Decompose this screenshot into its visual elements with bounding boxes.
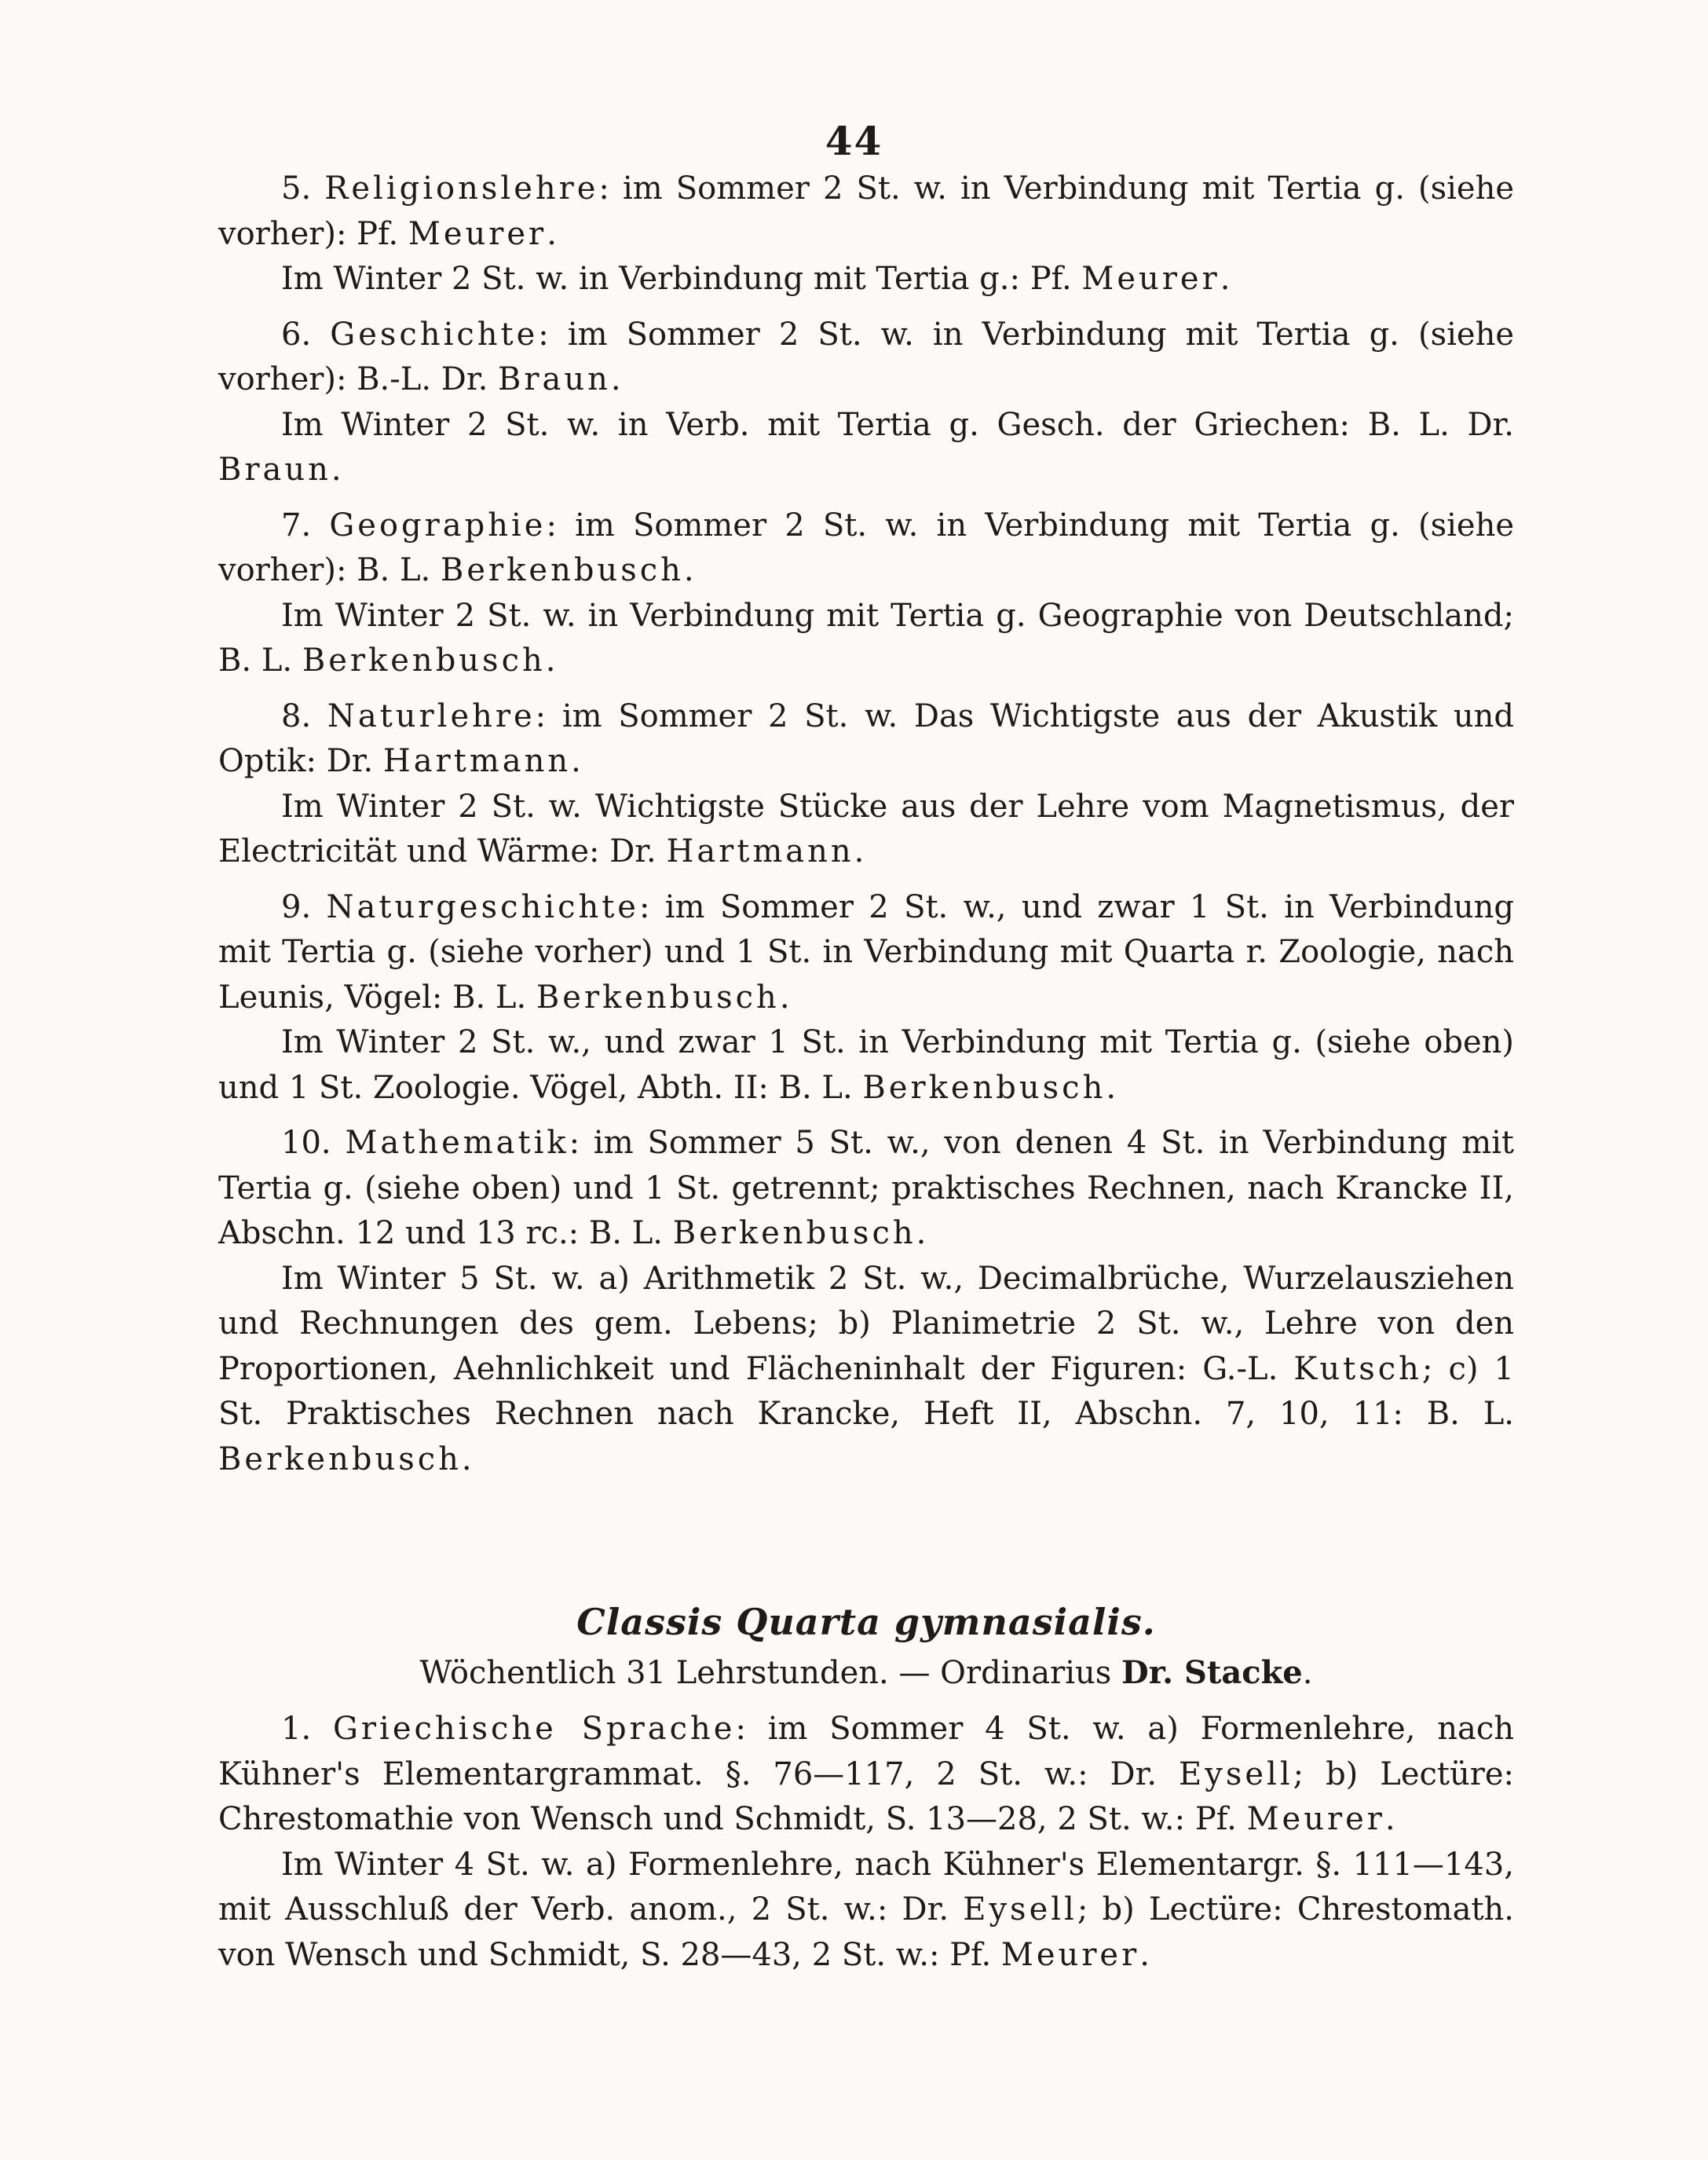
winter-text-cont: ; c) 1 St. Praktisches Rechnen nach Krancke, Heft II, Abschn. 7, 10, 11: B. L.	[218, 1350, 1514, 1432]
winter-text-cont: ; b) Lectüre: Chrestomath. von Wensch und Schmidt, S. 28—43, 2 St. w.: Pf.	[218, 1891, 1515, 1973]
winter-text: Im Winter 2 St. w., und zwar 1 St. in Verbindung mit Tertia g. (siehe oben) und 1 St. Zoologie. Vögel, Abth. II: B. L.	[218, 1024, 1514, 1106]
punct: .	[854, 833, 865, 869]
entry-geschichte	[218, 313, 1514, 493]
summer-text: : im Sommer 2 St. w. in Verbindung mit Tertia g. (siehe vorher): Pf.	[218, 170, 1515, 252]
teacher-name: Berkenbusch	[536, 979, 780, 1016]
winter-text: Im Winter 2 St. w. in Verb. mit Tertia g. Gesch. der Griechen: B. L. Dr.	[281, 406, 1514, 443]
winter-text: Im Winter 2 St. w. in Verbindung mit Tertia g. Geographie von Deutschland; B. L.	[218, 597, 1514, 679]
teacher-name: Hartmann	[382, 743, 572, 779]
entry-number: 1.	[281, 1711, 312, 1747]
entry-summer	[218, 1707, 1514, 1843]
subtitle-text: Wöchentlich 31 Lehrstunden. — Ordinarius	[419, 1654, 1122, 1691]
entry-religionslehre	[218, 167, 1514, 302]
teacher-name: Hartmann	[666, 833, 854, 869]
entry-summer	[218, 503, 1514, 594]
subject-title: Griechische Sprache	[332, 1711, 736, 1747]
punct: .	[779, 979, 790, 1016]
winter-text: Im Winter 2 St. w. Wichtigste Stücke aus der Lehre vom Magnetismus, der Electricität und Wärme: Dr.	[218, 788, 1514, 869]
entry-naturlehre	[218, 694, 1514, 875]
summer-text: : im Sommer 4 St. w. a) Formenlehre, nach Kühner's Elementargrammat. §. 76—117, 2 St. w.: Dr.	[218, 1711, 1515, 1792]
entry-naturgeschichte	[218, 885, 1514, 1111]
entry-number: 10.	[281, 1125, 331, 1161]
punct: .	[547, 215, 557, 252]
entry-summer	[218, 885, 1514, 1021]
page-content	[218, 167, 1514, 1988]
summer-text: : im Sommer 5 St. w., von denen 4 St. in Verbindung mit Tertia g. (siehe oben) und 1 St. getrennt; praktisches Rechnen, nach Krancke II, Abschn. 12 und 13 rc.: B. L.	[218, 1125, 1514, 1251]
entry-number: 9.	[281, 888, 312, 925]
entry-griechische-sprache	[218, 1707, 1514, 1978]
section-title: Classis Quarta gymnasialis.	[576, 1601, 1156, 1643]
entry-summer	[218, 313, 1514, 403]
subject-title: Geographie	[329, 507, 547, 544]
entry-mathematik	[218, 1121, 1514, 1482]
teacher-name: Meurer	[1246, 1801, 1385, 1837]
winter-text: Im Winter 5 St. w. a) Arithmetik 2 St. w., Decimalbrüche, Wurzelausziehen und Rechnungen des gem. Lebens; b) Planimetrie 2 St. w., Lehre von den Proportionen, Aehnlichkeit und Flächeninhalt der Figuren: G.-L.	[218, 1260, 1514, 1387]
winter-text: Im Winter 2 St. w. in Verbindung mit Tertia g.: Pf.	[281, 261, 1082, 297]
entry-summer	[218, 1121, 1514, 1257]
entry-winter	[218, 257, 1514, 302]
ordinarius-name: Dr. Stacke	[1121, 1653, 1303, 1691]
punct: .	[1139, 1936, 1150, 1973]
punct: .	[331, 452, 342, 488]
teacher-name: Braun	[498, 361, 611, 397]
teacher-name: Meurer	[1000, 1936, 1140, 1973]
entry-winter	[218, 1843, 1514, 1979]
entry-winter	[218, 1020, 1514, 1111]
punct: .	[1106, 1069, 1117, 1106]
summer-text: : im Sommer 2 St. w. Das Wichtigste aus der Akustik und Optik: Dr.	[218, 697, 1514, 779]
subject-title: Geschichte	[330, 316, 539, 353]
entry-number: 5.	[281, 170, 312, 207]
summer-text-cont: ; b) Lectüre: Chrestomathie von Wensch und Schmidt, S. 13—28, 2 St. w.: Pf.	[218, 1755, 1514, 1837]
entry-winter	[218, 785, 1514, 875]
entry-number: 7.	[281, 507, 312, 544]
entry-number: 6.	[281, 316, 312, 353]
teacher-name: Berkenbusch	[218, 1441, 462, 1477]
subject-title: Religionslehre	[324, 170, 599, 207]
teacher-name: Kutsch	[1293, 1350, 1422, 1387]
page-number: 44	[825, 118, 883, 164]
teacher-name: Berkenbusch	[672, 1215, 916, 1251]
punct: .	[571, 743, 581, 779]
teacher-name: Eysell	[963, 1891, 1077, 1928]
summer-text: : im Sommer 2 St. w. in Verbindung mit Tertia g. (siehe vorher): B.-L. Dr.	[218, 316, 1514, 397]
teacher-name: Berkenbusch	[440, 552, 684, 588]
subject-title: Mathematik	[345, 1125, 569, 1161]
teacher-name: Meurer	[1081, 261, 1220, 297]
punct: .	[610, 361, 621, 397]
punct: .	[1384, 1801, 1395, 1837]
punct: .	[916, 1215, 927, 1251]
punct: .	[545, 643, 556, 679]
subject-title: Naturgeschichte	[326, 888, 639, 925]
punct: .	[1302, 1654, 1313, 1691]
entry-winter	[218, 403, 1514, 493]
entry-winter	[218, 594, 1514, 684]
teacher-name: Braun	[218, 452, 331, 488]
entry-winter	[218, 1257, 1514, 1483]
subject-title: Naturlehre	[327, 697, 536, 734]
punct: .	[461, 1441, 472, 1477]
entry-geographie	[218, 503, 1514, 684]
entry-summer	[218, 694, 1514, 785]
teacher-name: Berkenbusch	[862, 1069, 1106, 1106]
summer-text: : im Sommer 2 St. w. in Verbindung mit Tertia g. (siehe vorher): B. L.	[218, 507, 1514, 588]
teacher-name: Eysell	[1179, 1755, 1293, 1792]
entry-number: 8.	[281, 697, 312, 734]
winter-text: Im Winter 4 St. w. a) Formenlehre, nach Kühner's Elementargr. §. 111—143, mit Ausschluß der Verb. anom., 2 St. w.: Dr.	[218, 1846, 1514, 1928]
entry-summer	[218, 167, 1514, 257]
punct: .	[1220, 261, 1231, 297]
section-subtitle	[218, 1650, 1514, 1697]
teacher-name: Meurer	[408, 215, 547, 252]
summer-text: : im Sommer 2 St. w., und zwar 1 St. in Verbindung mit Tertia g. (siehe vorher) und 1 St. in Verbindung mit Quarta r. Zoologie, nach Leunis, Vögel: B. L.	[218, 888, 1514, 1016]
punct: .	[683, 552, 694, 588]
teacher-name: Berkenbusch	[302, 643, 546, 679]
